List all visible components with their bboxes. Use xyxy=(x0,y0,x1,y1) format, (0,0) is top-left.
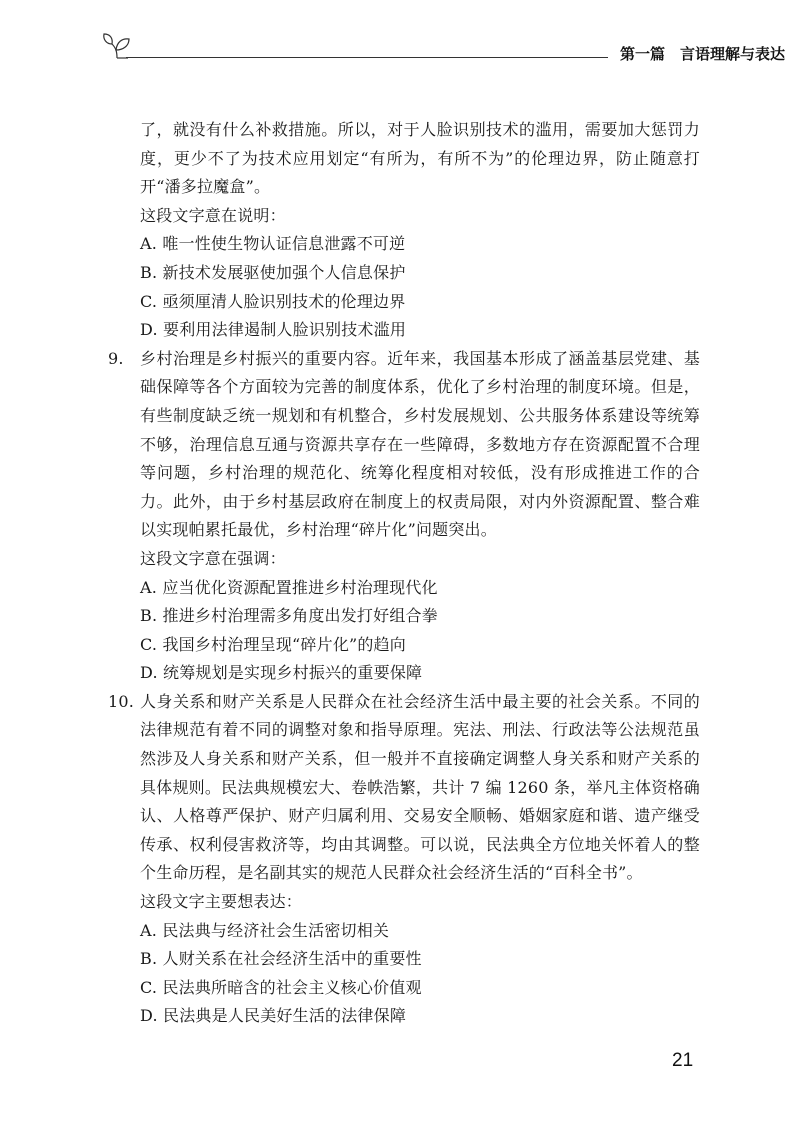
question-number: 9. xyxy=(108,348,124,368)
question-continuation xyxy=(140,116,700,345)
page-content xyxy=(108,116,700,1031)
header-rule-left xyxy=(126,57,608,58)
option-b: B. 新技术发展驱使加强个人信息保护 xyxy=(140,262,406,282)
option-b: B. 推进乡村治理需多角度出发打好组合拳 xyxy=(140,606,438,626)
question-prompt: 这段文字意在强调： xyxy=(140,548,286,568)
option-c: C. 亟须厘清人脸识别技术的伦理边界 xyxy=(140,291,406,311)
page-header xyxy=(100,28,800,68)
question-number: 10. xyxy=(108,691,135,711)
option-a: A. 唯一性使生物认证信息泄露不可逆 xyxy=(140,234,406,254)
question-9 xyxy=(108,345,700,688)
option-a: A. 应当优化资源配置推进乡村治理现代化 xyxy=(140,577,438,597)
page-number: 21 xyxy=(672,1050,694,1071)
question-stem: 了，就没有什么补救措施。所以，对于人脸识别技术的滥用，需要加大惩罚力度，更少不了为技术应用划定“有所为，有所不为”的伦理边界，防止随意打开“潘多拉魔盒”。 xyxy=(140,120,700,197)
question-stem: 人身关系和财产关系是人民群众在社会经济生活中最主要的社会关系。不同的法律规范有着不同的调整对象和指导原理。宪法、刑法、行政法等公法规范虽然涉及人身关系和财产关系，但一般并不直接确定调整人身关系和财产关系的具体规则。民法典规模宏大、卷帙浩繁，共计 7 编 1260 条，举凡主体资格确认、人格尊严保护、财产归属利用、交易安全顺畅、婚姻家庭和谐、遗产继受传承、权利侵害救济等，均由其调整。可以说，民法典全方位地关怀着人的整个生命历程，是名副其实的规范人民群众社会经济生活的“百科全书”。 xyxy=(140,691,700,883)
question-10 xyxy=(108,688,700,1031)
option-b: B. 人财关系在社会经济生活中的重要性 xyxy=(140,949,422,969)
section-title: 第一篇 言语理解与表达 xyxy=(620,45,786,63)
option-d: D. 要利用法律遏制人脸识别技术滥用 xyxy=(140,320,407,340)
option-d: D. 民法典是人民美好生活的法律保障 xyxy=(140,1006,407,1026)
question-prompt: 这段文字主要想表达： xyxy=(140,892,303,912)
option-c: C. 我国乡村治理呈现“碎片化”的趋向 xyxy=(140,634,407,654)
question-prompt: 这段文字意在说明： xyxy=(140,205,286,225)
option-d: D. 统筹规划是实现乡村振兴的重要保障 xyxy=(140,663,423,683)
option-a: A. 民法典与经济社会生活密切相关 xyxy=(140,920,390,940)
question-stem: 乡村治理是乡村振兴的重要内容。近年来，我国基本形成了涵盖基层党建、基础保障等各个方面较为完善的制度体系，优化了乡村治理的制度环境。但是，有些制度缺乏统一规划和有机整合，乡村发展规划、公共服务体系建设等统筹不够，治理信息互通与资源共享存在一些障碍，多数地方存在资源配置不合理等问题，乡村治理的规范化、统筹化程度相对较低，没有形成推进工作的合力。此外，由于乡村基层政府在制度上的权责局限，对内外资源配置、整合难以实现帕累托最优，乡村治理“碎片化”问题突出。 xyxy=(140,348,700,540)
option-c: C. 民法典所暗含的社会主义核心价值观 xyxy=(140,977,422,997)
